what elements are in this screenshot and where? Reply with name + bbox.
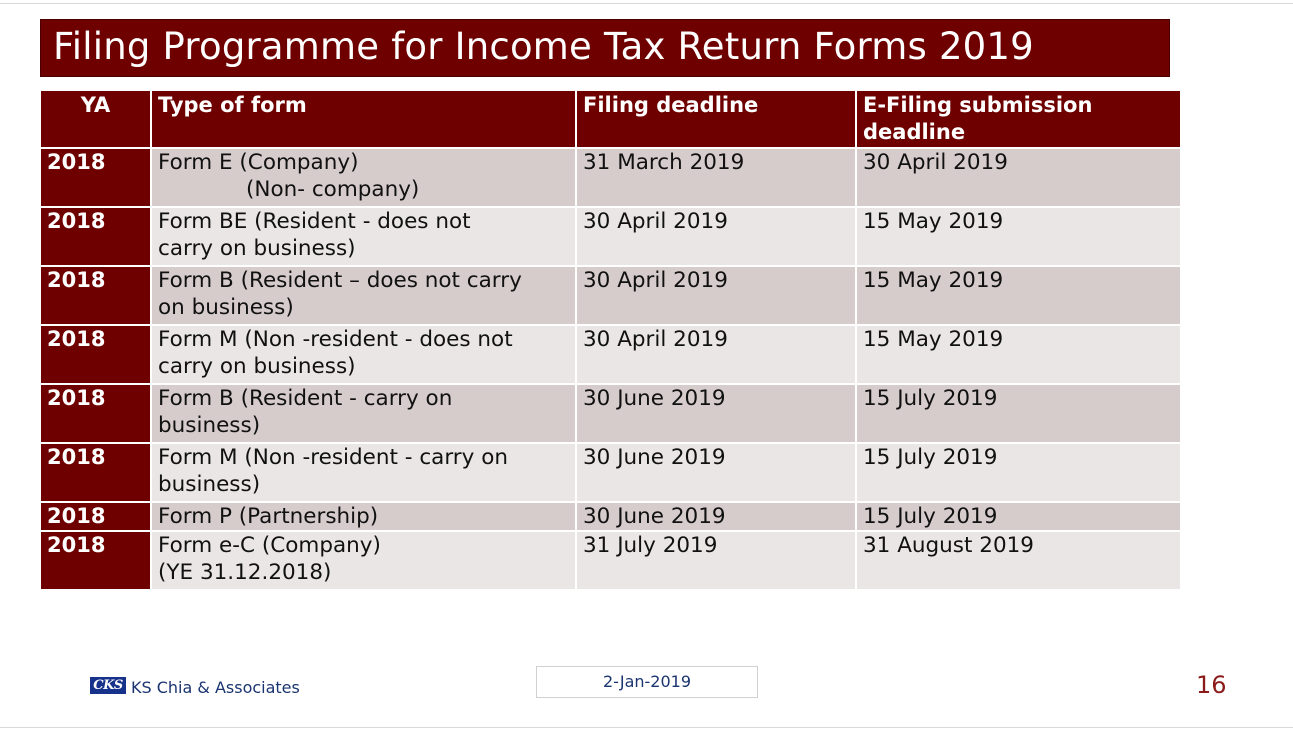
filing-deadline-cell: 30 June 2019 — [576, 384, 856, 443]
form-line1: Form e-C (Company) — [158, 533, 381, 558]
table-row — [40, 384, 1181, 443]
header-filing-deadline: Filing deadline — [576, 90, 856, 148]
table-row — [40, 443, 1181, 502]
form-line2: carry on business) — [158, 236, 356, 261]
form-line1: Form E (Company) — [158, 150, 359, 175]
filing-deadline-cell: 31 July 2019 — [576, 531, 856, 590]
form-line2: carry on business) — [158, 354, 356, 379]
efiling-deadline-cell: 15 May 2019 — [856, 207, 1181, 266]
filing-deadline-cell: 31 March 2019 — [576, 148, 856, 207]
ya-cell: 2018 — [40, 531, 151, 590]
ya-cell: 2018 — [40, 325, 151, 384]
page-number: 16 — [1196, 671, 1227, 699]
filing-deadline-cell: 30 April 2019 — [576, 266, 856, 325]
efiling-deadline-cell: 15 May 2019 — [856, 266, 1181, 325]
table-row — [40, 325, 1181, 384]
ya-cell: 2018 — [40, 148, 151, 207]
efiling-deadline-cell: 30 April 2019 — [856, 148, 1181, 207]
form-line1: Form B (Resident – does not carry — [158, 268, 522, 293]
table-row — [40, 502, 1181, 531]
ya-cell: 2018 — [40, 443, 151, 502]
form-cell — [151, 266, 576, 325]
filing-deadline-cell: 30 June 2019 — [576, 502, 856, 531]
title-banner — [40, 19, 1170, 77]
form-line2: on business) — [158, 295, 294, 320]
table-row — [40, 266, 1181, 325]
table-header-row — [40, 90, 1181, 148]
filing-deadline-cell: 30 June 2019 — [576, 443, 856, 502]
form-cell — [151, 207, 576, 266]
filing-table — [39, 89, 1182, 591]
table-row — [40, 148, 1181, 207]
efiling-deadline-cell: 15 July 2019 — [856, 384, 1181, 443]
ya-cell: 2018 — [40, 384, 151, 443]
slide-title: Filing Programme for Income Tax Return Forms 2019 — [53, 25, 1034, 68]
form-cell — [151, 148, 576, 207]
header-type-of-form: Type of form — [151, 90, 576, 148]
form-line1: Form M (Non -resident - carry on — [158, 445, 508, 470]
form-line1: Form M (Non -resident - does not — [158, 327, 513, 352]
efiling-deadline-cell: 15 May 2019 — [856, 325, 1181, 384]
form-cell — [151, 443, 576, 502]
form-line2: business) — [158, 472, 261, 497]
table-row — [40, 531, 1181, 590]
header-ya: YA — [40, 90, 151, 148]
efiling-deadline-cell: 31 August 2019 — [856, 531, 1181, 590]
form-cell — [151, 502, 576, 531]
form-cell — [151, 325, 576, 384]
form-line1: Form B (Resident - carry on — [158, 386, 453, 411]
header-efiling-deadline: E-Filing submission deadline — [856, 90, 1181, 148]
table-row — [40, 207, 1181, 266]
efiling-deadline-cell: 15 July 2019 — [856, 443, 1181, 502]
ya-cell: 2018 — [40, 207, 151, 266]
footer-date: 2-Jan-2019 — [536, 666, 758, 698]
filing-deadline-cell: 30 April 2019 — [576, 325, 856, 384]
form-line1: Form BE (Resident - does not — [158, 209, 471, 234]
form-cell — [151, 384, 576, 443]
efiling-deadline-cell: 15 July 2019 — [856, 502, 1181, 531]
form-line1: Form P (Partnership) — [158, 504, 379, 529]
top-border-line — [0, 3, 1293, 4]
form-cell — [151, 531, 576, 590]
form-line2: (YE 31.12.2018) — [158, 560, 332, 585]
ya-cell: 2018 — [40, 266, 151, 325]
form-line2: business) — [158, 413, 261, 438]
footer-company-name: KS Chia & Associates — [131, 678, 300, 697]
ya-cell: 2018 — [40, 502, 151, 531]
form-line2: (Non- company) — [246, 177, 420, 202]
bottom-border-line — [0, 727, 1293, 728]
filing-deadline-cell: 30 April 2019 — [576, 207, 856, 266]
company-logo: CKS — [90, 677, 126, 694]
